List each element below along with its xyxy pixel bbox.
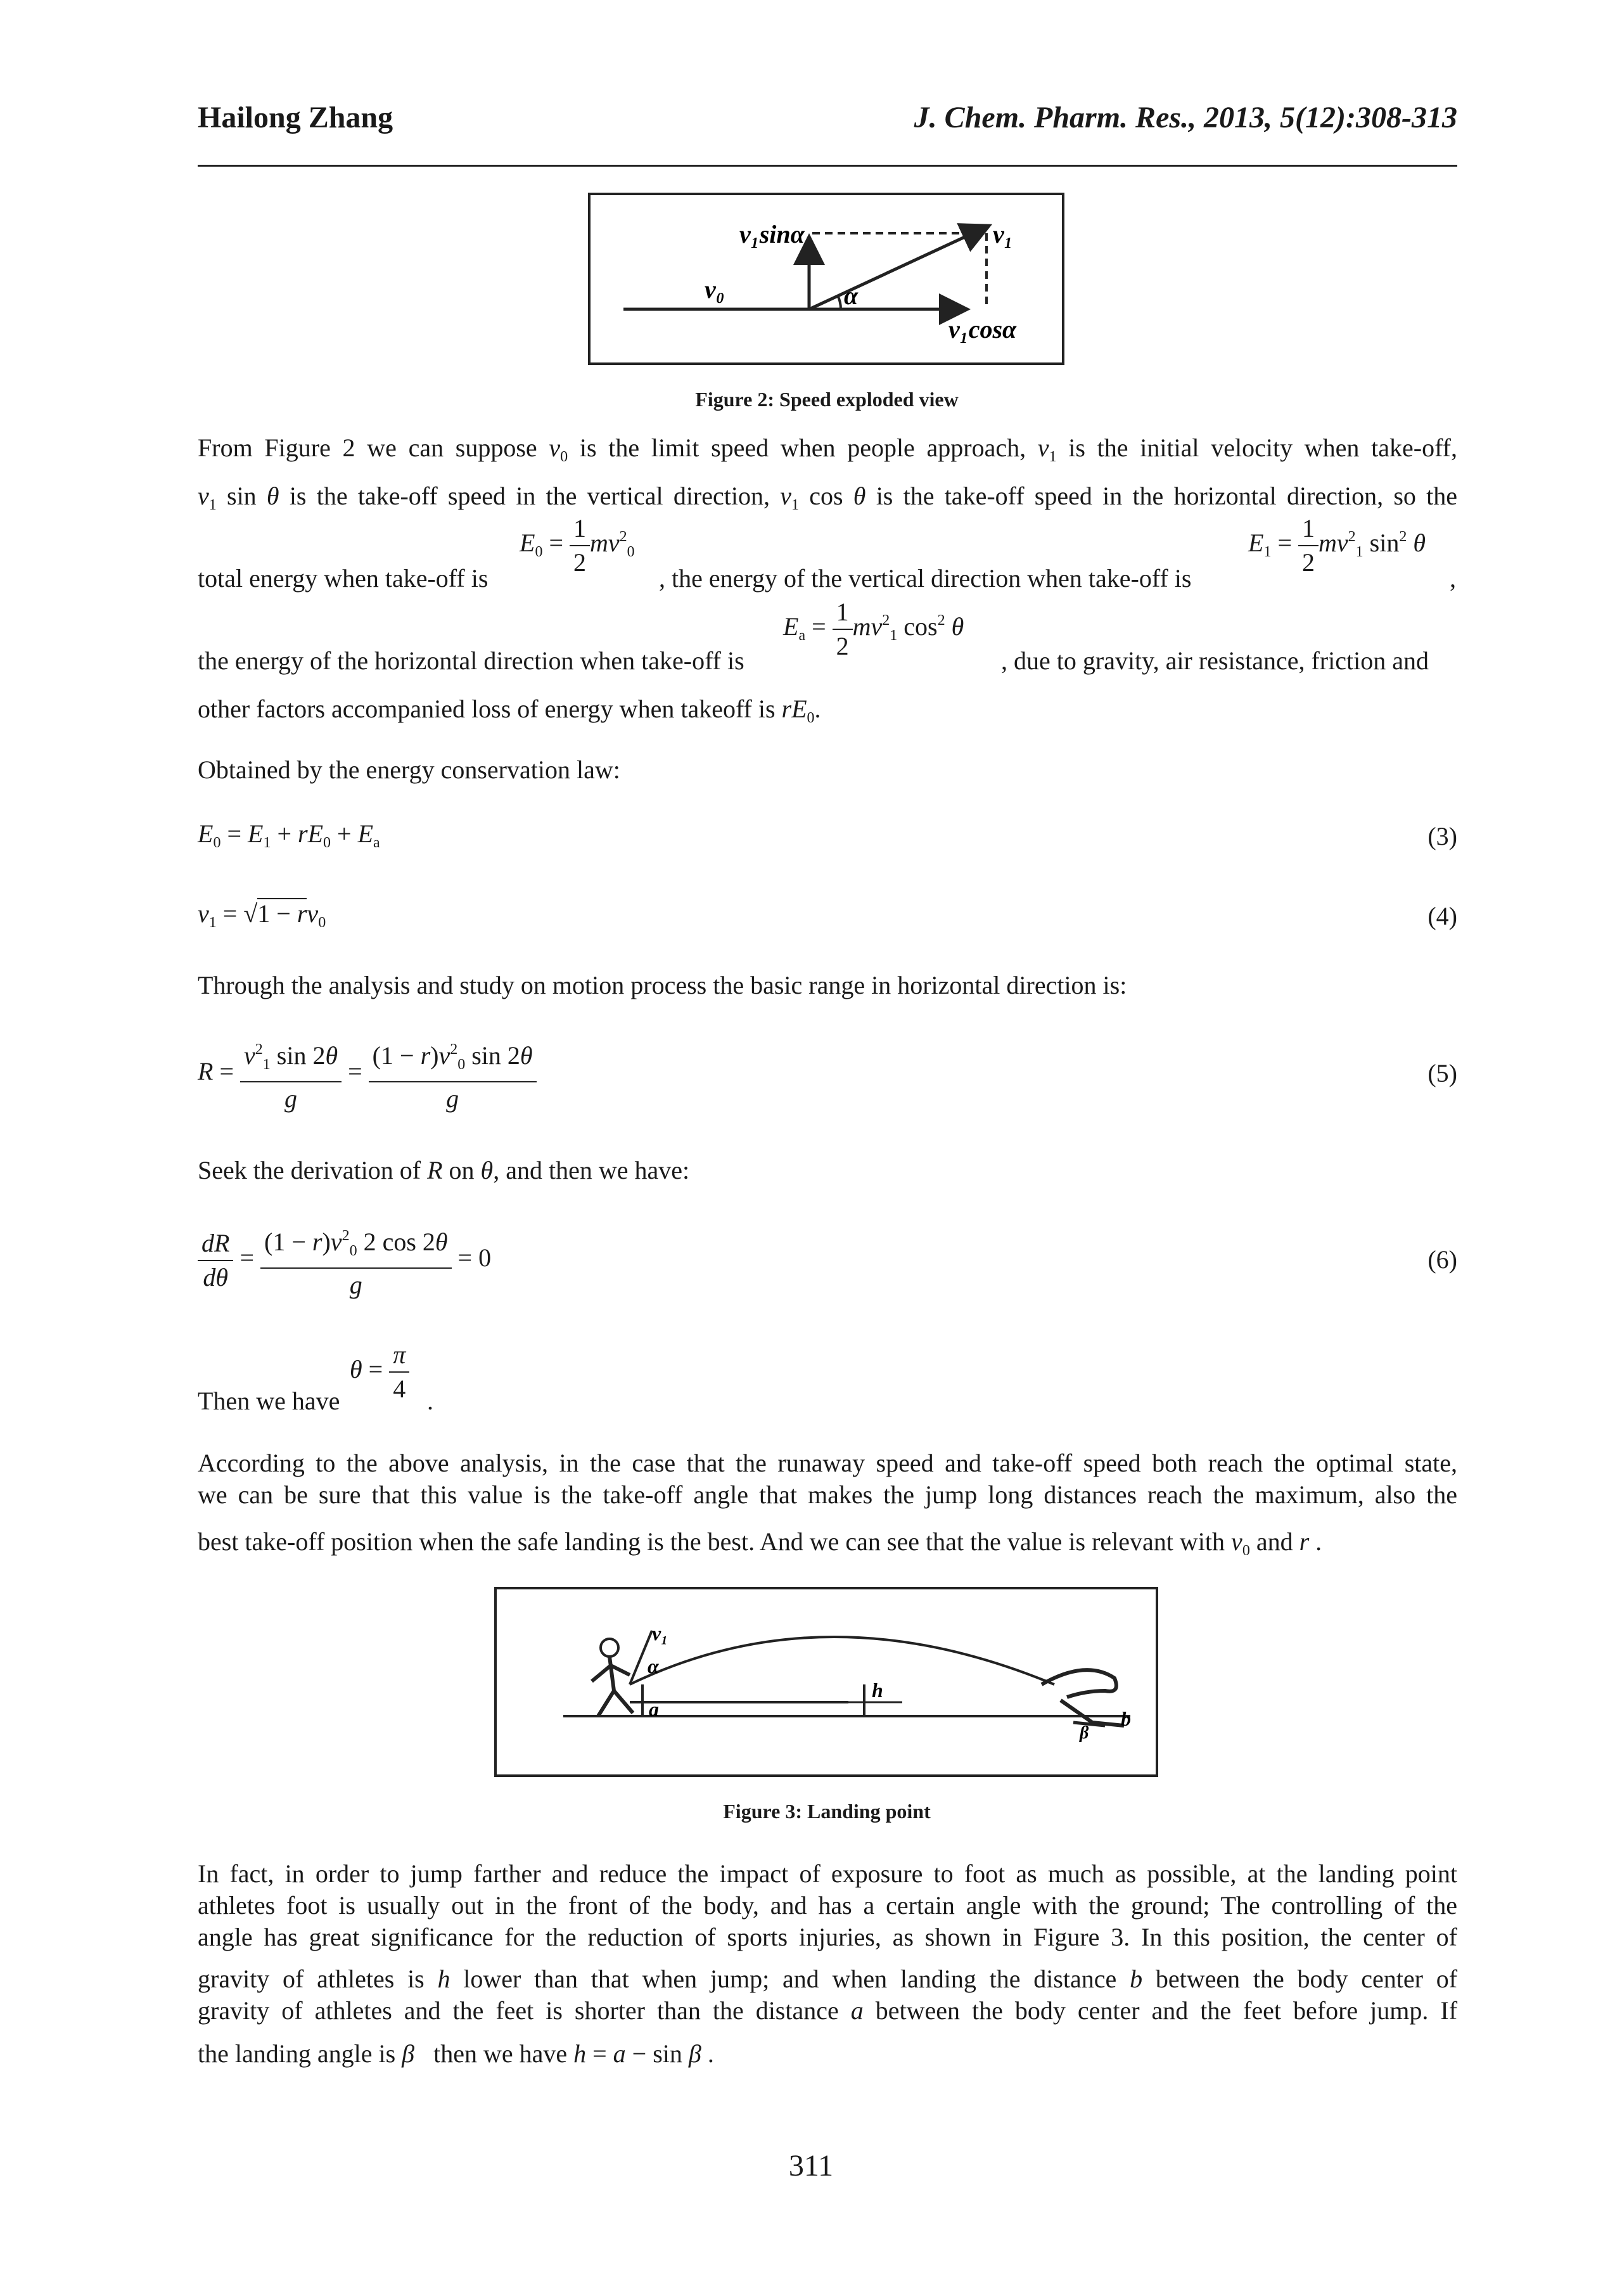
p7-line4: gravity of athletes is h lower than that when jump; and when landing the distance b between the body center of <box>198 1965 1458 1993</box>
p6-line3: best take-off position when the safe landing is the best. And we can see that the value is relevant with $v_0$ and r . <box>198 1527 1322 1559</box>
p6-line2: we can be sure that this value is the take-off angle that makes the jump long distances reach the maximum, also the <box>198 1480 1457 1509</box>
figure-2 <box>588 193 1064 365</box>
p7-line6: the landing angle is β then we have h = a − sin β . <box>198 2039 714 2068</box>
p3: Through the analysis and study on motion process the basic range in horizontal direction is: <box>198 971 1127 999</box>
p7-line5: gravity of athletes and the feet is shorter than the distance a between the body center and the feet before jump. If <box>198 1996 1458 2025</box>
p4: Seek the derivation of R on θ, and then we have: <box>198 1156 690 1184</box>
eq-Ea: $E_a$ = $\frac{1}{2}$ $mv^2_1$ $\cos^2 \theta$ <box>783 596 964 663</box>
fig3-label-beta: β <box>1080 1723 1089 1743</box>
eq-6: $\frac{dR}{d\theta}$ = $\frac{(1 - r)v^2_0 2 \cos 2\theta}{g}$ = 0 <box>198 1219 491 1302</box>
fig2-label-alpha: α <box>844 281 859 310</box>
eq-4: $v_1 = √1 - rv_0$ <box>198 899 326 931</box>
figure-2-diagram <box>591 195 1062 362</box>
p7-line2: athletes foot is usually out in the front of the body, and has a certain angle with the ground; The controlling of the <box>198 1891 1457 1920</box>
fig2-label-v1sin: v₁sinα <box>739 220 805 248</box>
figure-3-diagram <box>497 1589 1156 1774</box>
eq-4-number: (4) <box>1427 902 1457 930</box>
figure-3-caption: Figure 3: Landing point <box>723 1800 931 1823</box>
eq-E0: $E_0$ = $\frac{1}{2}$ $mv^2_0$ <box>520 512 635 579</box>
eq-5: R = $\frac{v^2_1 \sin 2\theta}{g}$ = $\frac{(1 - r)v^2_0 \sin 2\theta}{g}$ <box>198 1033 537 1115</box>
p1-line1: From Figure 2 we can suppose $v_0$ is the limit speed when people approach, $v_1$ is the initial velocity when take-off, <box>198 433 1457 465</box>
fig3-label-alpha: α <box>648 1655 659 1677</box>
figure-2-caption: Figure 2: Speed exploded view <box>695 388 959 411</box>
p1-line5: other factors accompanied loss of energy when takeoff is $rE_0$. <box>198 695 821 726</box>
running-header-author: Hailong Zhang <box>198 101 393 134</box>
fig2-label-v1cos: v₁cosα <box>948 315 1017 343</box>
p7-line1: In fact, in order to jump farther and reduce the impact of exposure to foot as much as possible, at the landing point <box>198 1859 1457 1888</box>
fig2-label-v1: v₁ <box>993 220 1013 248</box>
fig3-label-h: h <box>872 1679 883 1702</box>
eq-theta: θ = $\frac{\pi}{4}$ <box>350 1338 409 1406</box>
eq-5-number: (5) <box>1427 1059 1457 1087</box>
fig3-label-a: a <box>649 1698 659 1721</box>
eq-E1: $E_1$ = $\frac{1}{2}$ $mv^2_1$ $\sin^2 \theta$ <box>1248 512 1426 579</box>
figure-3 <box>494 1587 1158 1777</box>
eq-3-number: (3) <box>1427 822 1457 850</box>
fig3-label-b: b <box>1121 1707 1131 1730</box>
p2: Obtained by the energy conservation law: <box>198 755 620 784</box>
p5: Then we have . <box>198 1387 433 1415</box>
p7-line3: angle has great significance for the reduction of sports injuries, as shown in Figure 3. In this position, the center of <box>198 1923 1457 1951</box>
p1-line3: total energy when take-off is , the energy of the vertical direction when take-off is , <box>198 564 1456 593</box>
running-header-journal: J. Chem. Pharm. Res., 2013, 5(12):308-313 <box>914 101 1457 134</box>
p6-line1: According to the above analysis, in the case that the runaway speed and take-off speed both reach the optimal state, <box>198 1449 1457 1477</box>
p1-line4: the energy of the horizontal direction when take-off is , due to gravity, air resistance, friction and <box>198 646 1429 675</box>
eq-6-number: (6) <box>1427 1245 1457 1274</box>
page-number: 311 <box>788 2149 834 2183</box>
header-divider <box>198 165 1457 167</box>
fig2-label-v0: v₀ <box>705 275 725 304</box>
eq-3: $E_0 = E_1 + rE_0 + E_a$ <box>198 819 380 851</box>
fig3-label-v1: v₁ <box>652 1622 668 1645</box>
p1-line2: $v_1$ sin θ is the take-off speed in the vertical direction, $v_1$ cos θ is the take-off speed in the horizontal direction, so the <box>198 482 1458 513</box>
